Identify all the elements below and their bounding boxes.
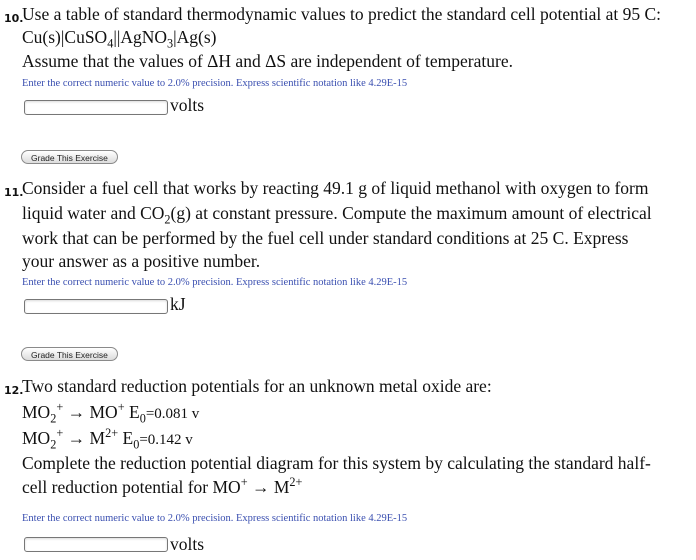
unit-label: kJ [170, 294, 186, 314]
question-text: Consider a fuel cell that works by reacting 49.1 g of liquid methanol with oxygen to form [22, 178, 649, 198]
precision-hint: Enter the correct numeric value to 2.0% precision. Express scientific notation like 4.29E-15 [22, 513, 408, 524]
question-text: Use a table of standard thermodynamic values to predict the standard cell potential at 95 C: [22, 4, 662, 24]
reduction-potential-2: $MO_2^+ \to M^{2+}$ $E_0=0.142$ v [22, 426, 193, 452]
question-text: Complete the reduction potential diagram for this system by calculating the standard half- [22, 453, 651, 473]
question-text: work that can be performed by the fuel cell under standard conditions at 25 C. Express [22, 228, 629, 248]
question-number: 12. [4, 384, 24, 397]
answer-input[interactable] [24, 537, 168, 552]
precision-hint: Enter the correct numeric value to 2.0% precision. Express scientific notation like 4.29E-15 [22, 78, 408, 89]
answer-input[interactable] [24, 100, 168, 115]
answer-input[interactable] [24, 299, 168, 314]
unit-label: volts [170, 534, 205, 554]
question-text: liquid water and $CO_2(g)$ at constant pressure. Compute the maximum amount of electrical [22, 203, 652, 227]
question-number: 10. [4, 12, 24, 25]
question-text: Two standard reduction potentials for an unknown metal oxide are: [22, 376, 492, 396]
unit-label: volts [170, 95, 205, 115]
reduction-potential-1: $MO_2^+ \to MO^+$ $E_0=0.081$ v [22, 400, 200, 426]
question-text: cell reduction potential for $MO^+ \to M^{2+}$ [22, 475, 303, 497]
grade-button[interactable]: Grade This Exercise [21, 347, 118, 361]
precision-hint: Enter the correct numeric value to 2.0% precision. Express scientific notation like 4.29E-15 [22, 277, 408, 288]
question-text: Assume that the values of ΔH and ΔS are independent of temperature. [22, 51, 513, 71]
grade-button[interactable]: Grade This Exercise [21, 150, 118, 164]
question-text: your answer as a positive number. [22, 251, 261, 271]
cell-notation: Cu(s)|CuSO$_4$||AgNO$_3$|Ag(s) [22, 27, 217, 51]
question-number: 11. [4, 186, 24, 199]
